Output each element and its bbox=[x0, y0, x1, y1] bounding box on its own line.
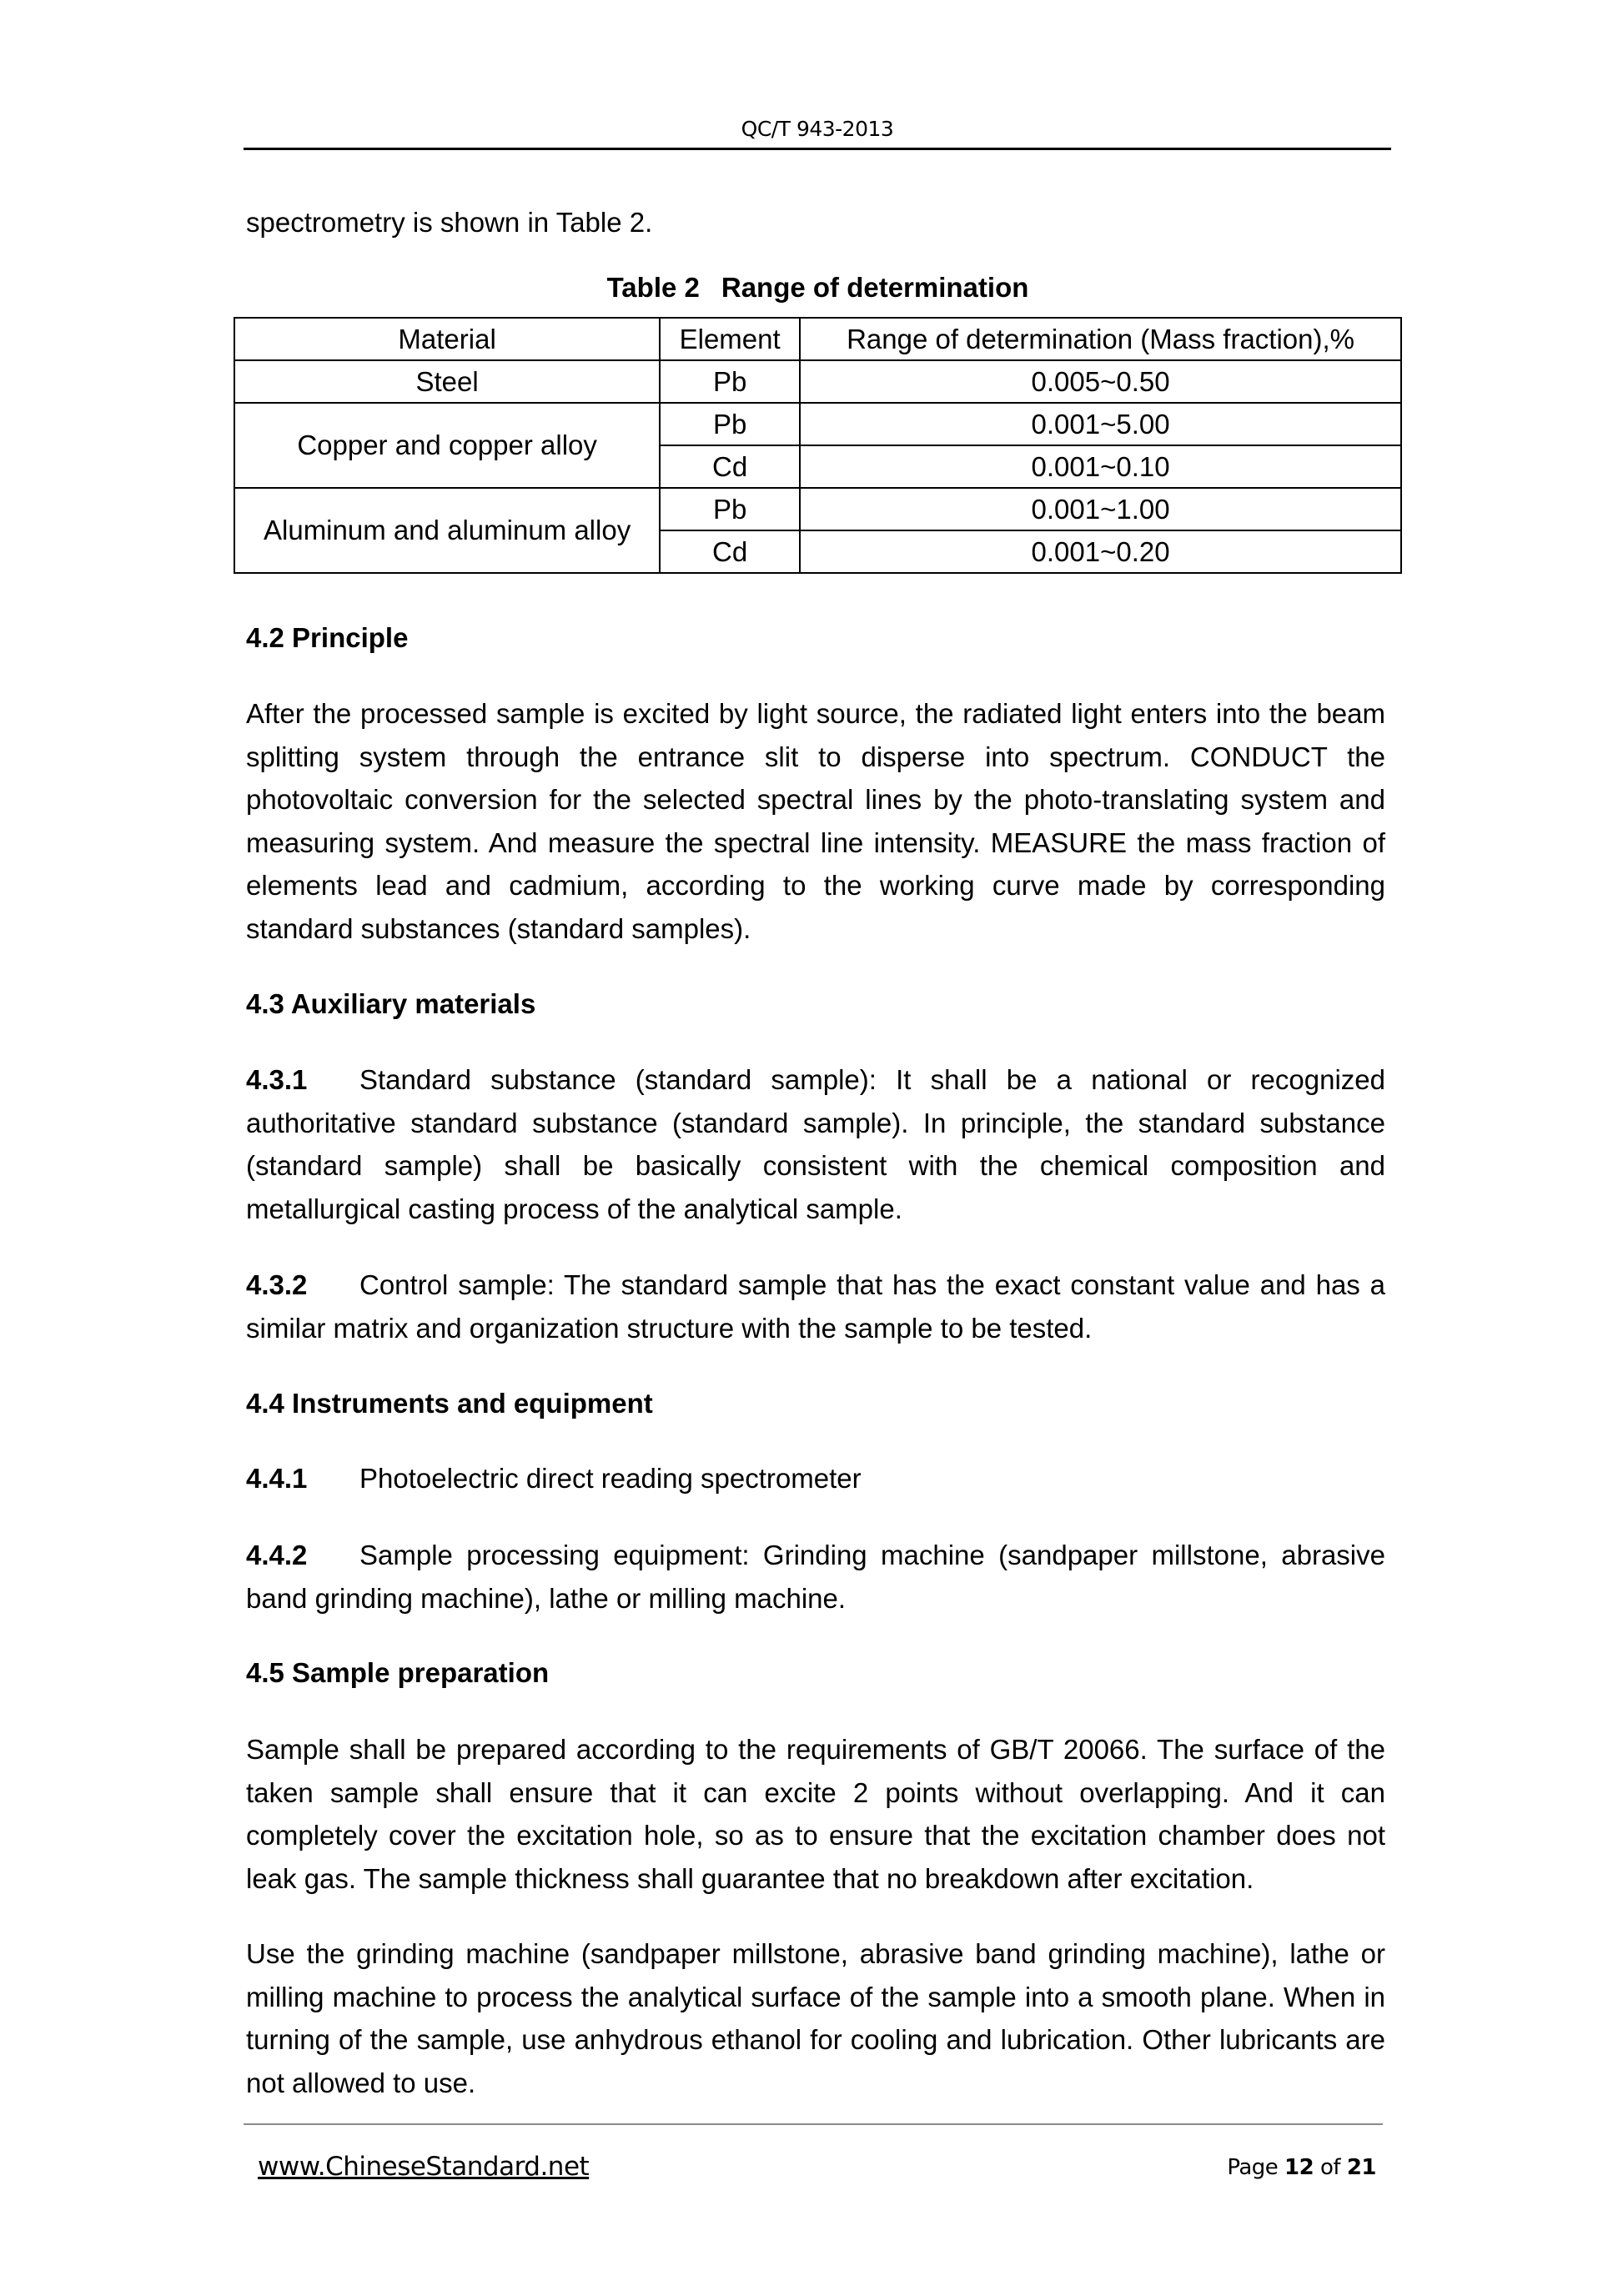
page-current: 12 bbox=[1284, 2155, 1314, 2180]
column-header-range: Range of determination (Mass fraction),% bbox=[800, 318, 1401, 360]
heading-4-3: 4.3 Auxiliary materials bbox=[246, 988, 536, 1019]
paragraph-sample-prep-2: Use the grinding machine (sandpaper millstone, abrasive band grinding machine), lathe or milling machine to process the analytical surface of the sample into a smooth plane. When in turning of the sample, use anhydrous ethanol for cooling and lubrication. Other lubricants are not allowed to use. bbox=[246, 1938, 1385, 2098]
page-of: of bbox=[1319, 2155, 1341, 2180]
table-caption-title: Range of determination bbox=[721, 272, 1029, 303]
table-row bbox=[234, 360, 1401, 403]
heading-4-4: 4.4 Instruments and equipment bbox=[246, 1388, 653, 1419]
cell-range: 0.001~1.00 bbox=[800, 488, 1401, 530]
clause-number: 4.3.1 bbox=[246, 1064, 308, 1095]
table-caption bbox=[234, 272, 1402, 304]
clause-4-4-1 bbox=[246, 1457, 1385, 1500]
table-header-row bbox=[234, 318, 1401, 360]
cell-element: Pb bbox=[660, 403, 800, 445]
heading-4-5: 4.5 Sample preparation bbox=[246, 1657, 550, 1688]
page-total: 21 bbox=[1346, 2155, 1376, 2180]
cell-range: 0.001~0.20 bbox=[800, 530, 1401, 573]
cell-range: 0.001~0.10 bbox=[800, 445, 1401, 488]
clause-4-3-2 bbox=[246, 1264, 1385, 1349]
clause-text: Standard substance (standard sample): It shall be a national or recognized authoritative standard substance (standard sample). In principle, the standard substance (standard sample) shall be basically consistent with the chemical composition and metallurgical casting process of the analytical sample. bbox=[246, 1064, 1385, 1224]
clause-number: 4.4.1 bbox=[246, 1463, 308, 1494]
table-row bbox=[234, 403, 1401, 445]
clause-text: Sample processing equipment: Grinding machine (sandpaper millstone, abrasive band grinding machine), lathe or milling machine. bbox=[246, 1540, 1385, 1614]
cell-material: Steel bbox=[234, 360, 660, 403]
clause-text: Control sample: The standard sample that has the exact constant value and has a similar matrix and organization structure with the sample to be tested. bbox=[246, 1269, 1385, 1344]
heading-4-2: 4.2 Principle bbox=[246, 622, 409, 653]
clause-text: Photoelectric direct reading spectrometer bbox=[359, 1463, 862, 1494]
cell-element: Cd bbox=[660, 445, 800, 488]
range-table bbox=[234, 317, 1402, 574]
clause-number: 4.4.2 bbox=[246, 1540, 308, 1570]
cell-element: Pb bbox=[660, 488, 800, 530]
cell-material: Aluminum and aluminum alloy bbox=[234, 488, 660, 573]
clause-4-4-2 bbox=[246, 1534, 1385, 1620]
column-header-material: Material bbox=[234, 318, 660, 360]
table-row bbox=[234, 488, 1401, 530]
clause-number: 4.3.2 bbox=[246, 1269, 308, 1300]
website-link[interactable]: www.ChineseStandard.net bbox=[258, 2152, 590, 2182]
page-number bbox=[1227, 2155, 1376, 2180]
footer-rule bbox=[244, 2123, 1383, 2125]
header-rule bbox=[244, 148, 1391, 150]
cell-element: Cd bbox=[660, 530, 800, 573]
clause-4-3-1 bbox=[246, 1058, 1385, 1230]
cell-element: Pb bbox=[660, 360, 800, 403]
paragraph-sample-prep-1: Sample shall be prepared according to the requirements of GB/T 20066. The surface of the taken sample shall ensure that it can excite 2 points without overlapping. And it can completely cover the excitation hole, so as to ensure that the excitation chamber does not leak gas. The sample thickness shall guarantee that no breakdown after excitation. bbox=[246, 1734, 1385, 1894]
page-label: Page bbox=[1227, 2155, 1279, 2180]
cell-range: 0.005~0.50 bbox=[800, 360, 1401, 403]
paragraph-principle: After the processed sample is excited by light source, the radiated light enters into the beam splitting system through the entrance slit to disperse into spectrum. CONDUCT the photovoltaic conversion for the selected spectral lines by the photo-translating system and measuring system. And measure the spectral line intensity. MEASURE the mass fraction of elements lead and cadmium, according to the working curve made by corresponding standard substances (standard samples). bbox=[246, 698, 1385, 944]
intro-line: spectrometry is shown in Table 2. bbox=[246, 207, 653, 238]
column-header-element: Element bbox=[660, 318, 800, 360]
page-header-code: QC/T 943-2013 bbox=[741, 117, 894, 141]
cell-material: Copper and copper alloy bbox=[234, 403, 660, 488]
cell-range: 0.001~5.00 bbox=[800, 403, 1401, 445]
table-caption-number: Table 2 bbox=[606, 272, 700, 303]
